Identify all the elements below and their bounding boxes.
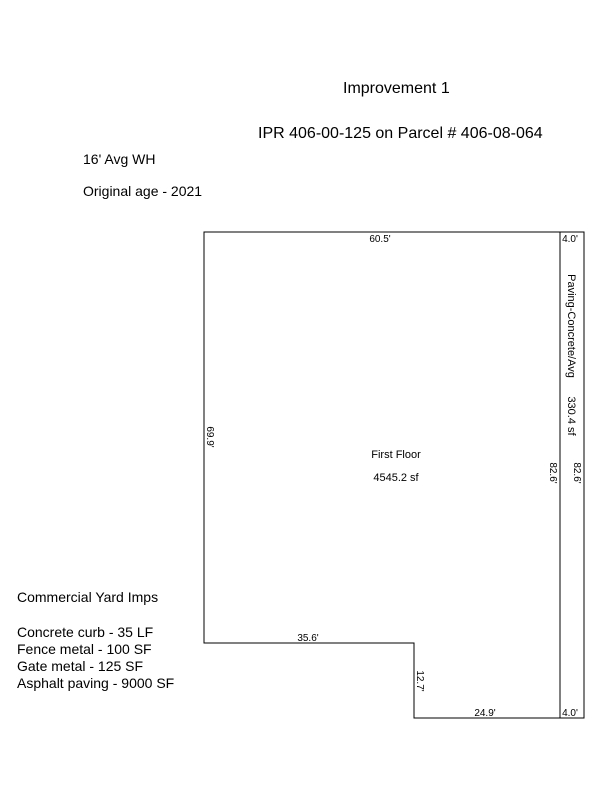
dim-right-outer: 82.6' <box>571 462 582 484</box>
first-floor-area: 4545.2 sf <box>373 472 419 484</box>
dim-step-vertical: 12.7' <box>414 670 425 692</box>
dim-top: 60.5' <box>369 234 391 245</box>
dim-bottom: 24.9' <box>474 708 496 719</box>
yard-imp-item: Asphalt paving - 9000 SF <box>17 675 175 691</box>
avg-wall-height: 16' Avg WH <box>83 151 156 167</box>
yard-imp-item: Fence metal - 100 SF <box>17 641 152 657</box>
dim-left: 69.9' <box>204 426 215 448</box>
dim-paving-bottom: 4.0' <box>562 708 578 719</box>
dim-right-inner: 82.6' <box>547 462 558 484</box>
original-age: Original age - 2021 <box>83 183 203 199</box>
paving-area: 330.4 sf <box>565 396 577 436</box>
yard-imps-heading: Commercial Yard Imps <box>17 589 159 605</box>
first-floor-label: First Floor <box>371 449 421 461</box>
paving-label: Paving-Concrete/Avg <box>565 274 577 378</box>
yard-imp-item: Concrete curb - 35 LF <box>17 624 154 640</box>
dim-step-horizontal: 35.6' <box>297 633 319 644</box>
yard-imp-item: Gate metal - 125 SF <box>17 658 144 674</box>
improvement-title: Improvement 1 <box>343 80 450 97</box>
parcel-subtitle: IPR 406-00-125 on Parcel # 406-08-064 <box>258 125 543 142</box>
dim-paving-top: 4.0' <box>562 234 578 245</box>
